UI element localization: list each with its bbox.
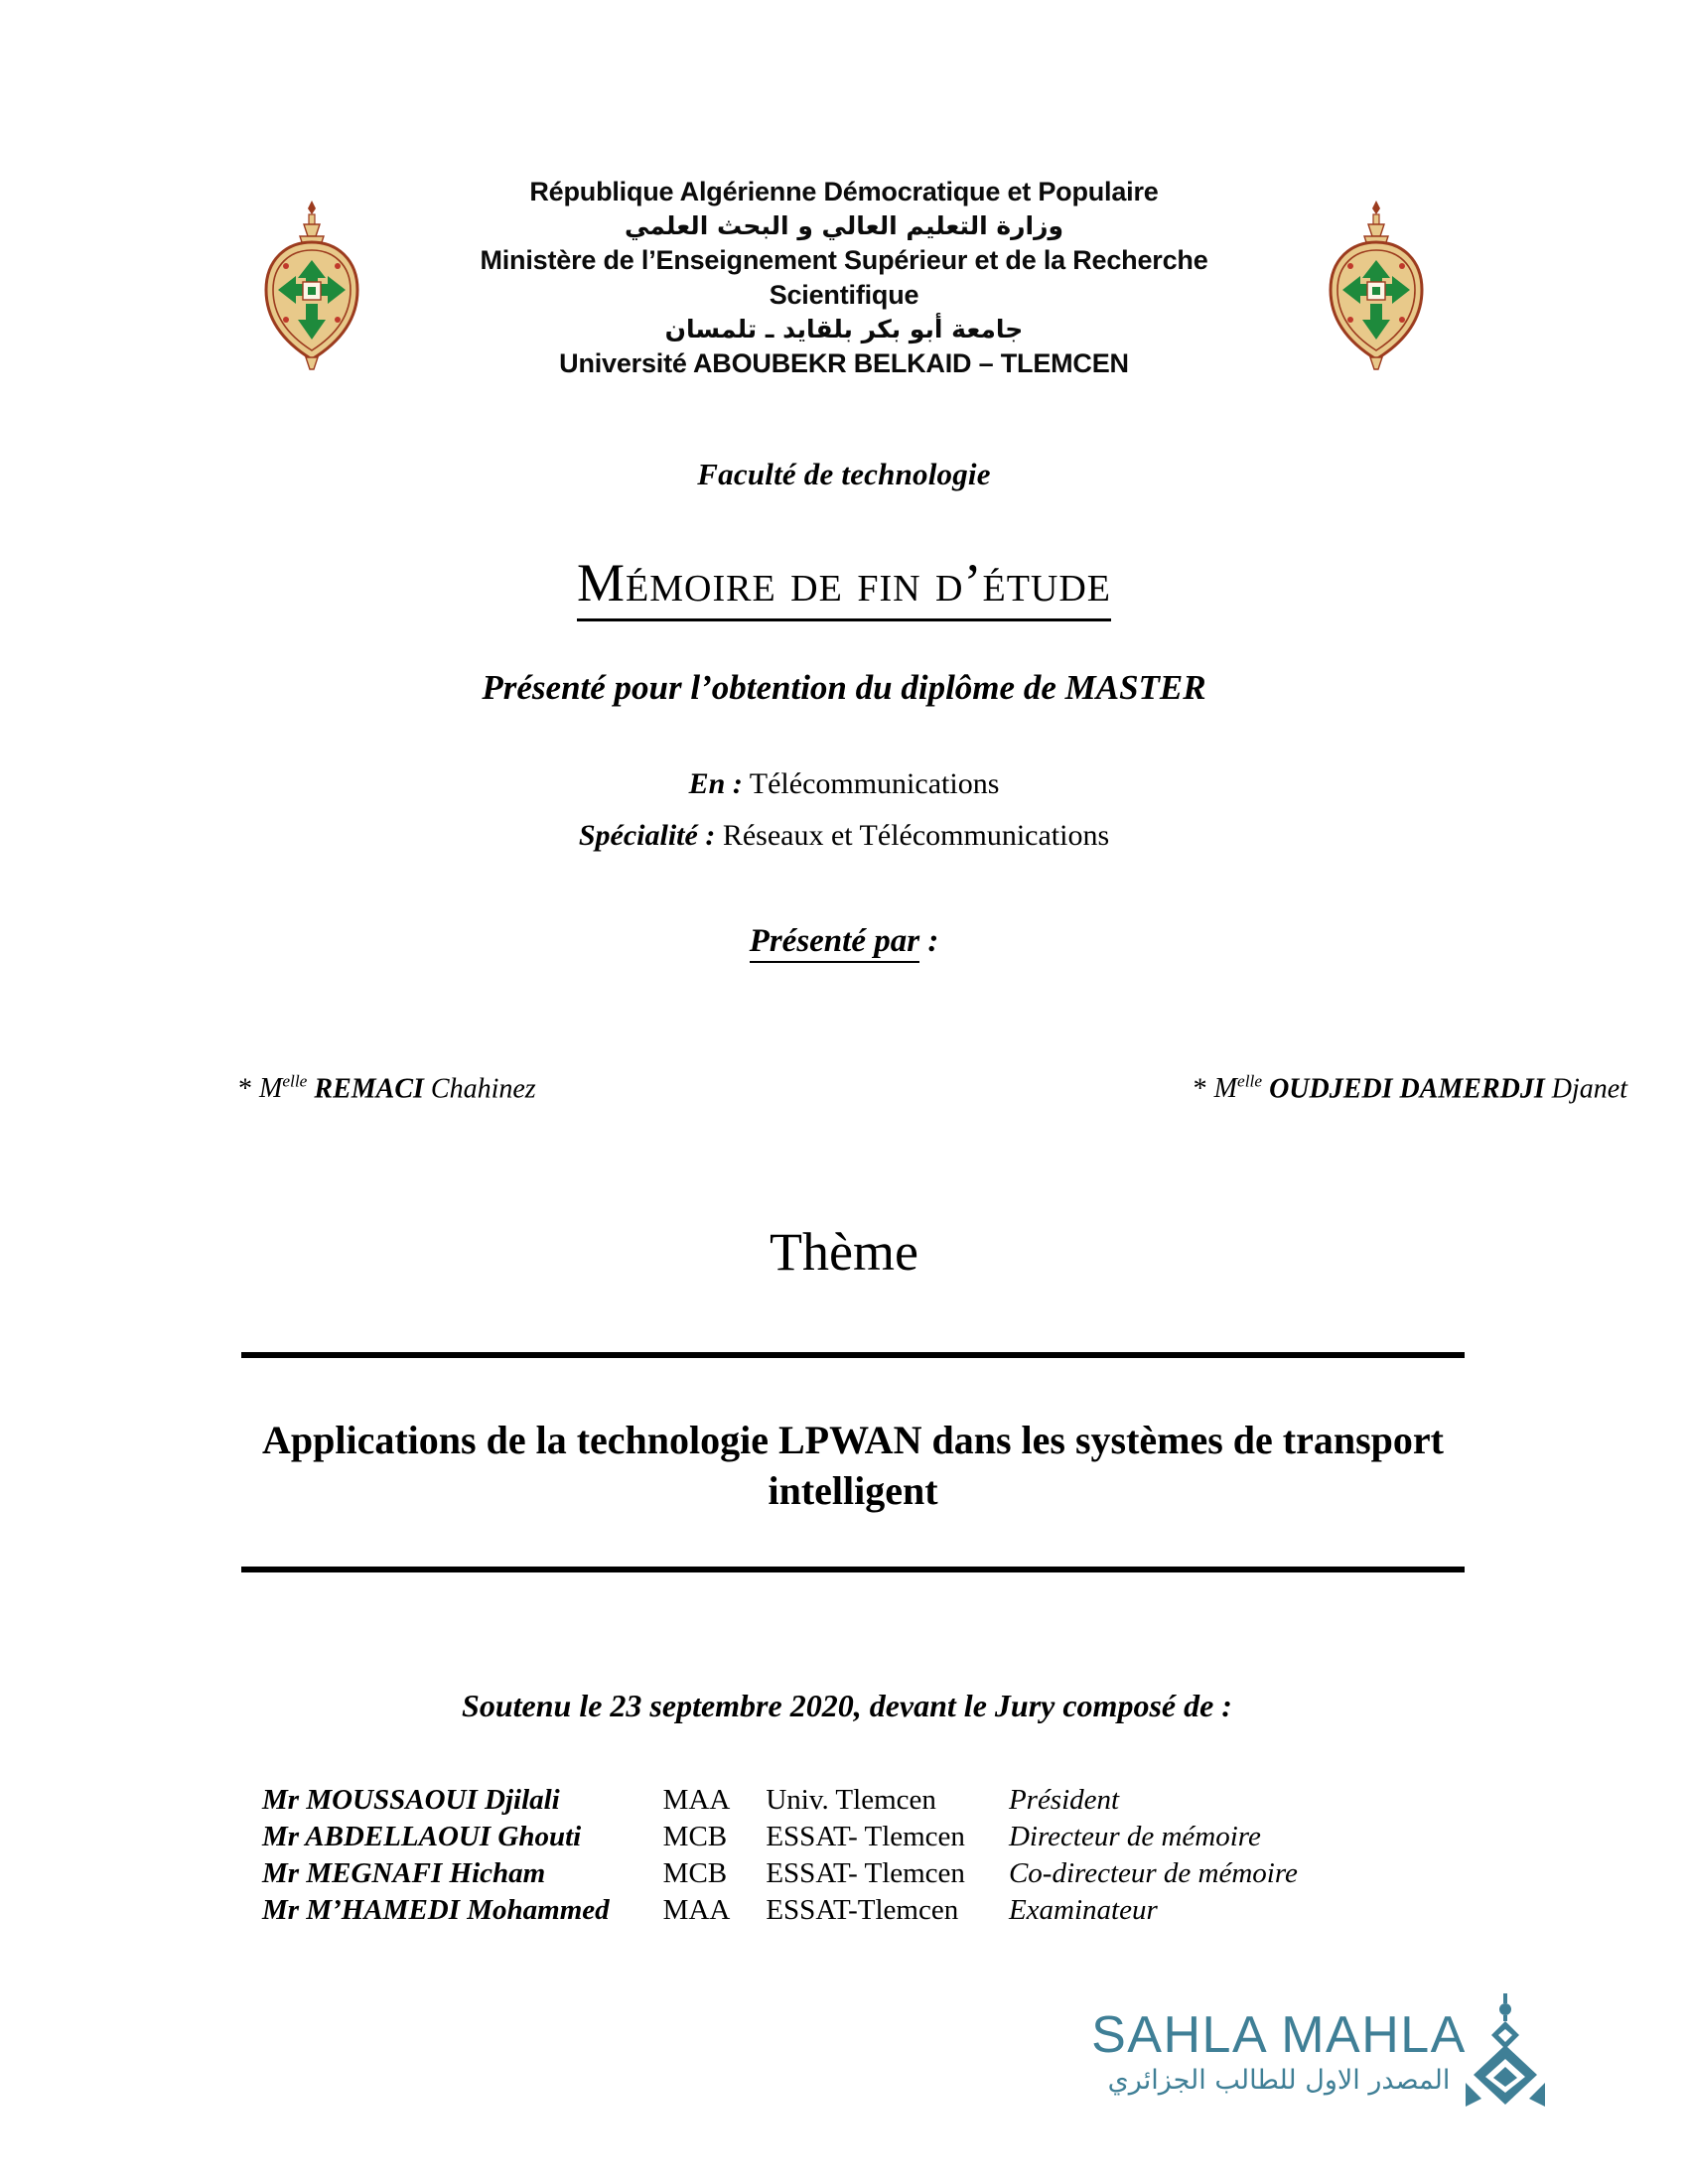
faculty-line: Faculté de technologie <box>697 457 991 491</box>
presented-by-heading <box>0 923 1688 960</box>
author-honorific: $M^{elle}$ <box>259 1072 308 1105</box>
presented-by-label: Présenté par <box>750 923 919 963</box>
jury-member-name: Mr MOUSSAOUI Djilali <box>262 1784 560 1816</box>
jury-member-grade: MCB <box>662 1821 728 1852</box>
jury-member-name: Mr MEGNAFI Hicham <box>262 1857 546 1889</box>
jury-row <box>262 1892 1298 1929</box>
theme-rule-top <box>241 1352 1465 1358</box>
ministry-french-line-1: Ministère de l’Enseignement Supérieur et de la Recherche <box>480 244 1208 275</box>
sahla-mahla-tagline: المصدر الاول للطالب الجزائري <box>1107 2065 1451 2096</box>
author-entry <box>238 1072 536 1105</box>
jury-member-institution: ESSAT- Tlemcen <box>766 1857 965 1889</box>
author-entry <box>1194 1072 1627 1105</box>
main-title-text: Mémoire de fin d’étude <box>577 553 1111 621</box>
jury-member-grade: MAA <box>662 1784 731 1816</box>
author-surname: OUDJEDI DAMERDJI <box>1269 1073 1545 1105</box>
university-emblem-left <box>246 195 377 373</box>
jury-member-name: Mr ABDELLAOUI Ghouti <box>262 1821 582 1852</box>
jury-member-institution: ESSAT-Tlemcen <box>766 1894 959 1926</box>
jury-member-role: Examinateur <box>1008 1894 1158 1926</box>
republic-line: République Algérienne Démocratique et Populaire <box>529 177 1159 206</box>
domain-line <box>0 767 1688 801</box>
sahla-mahla-wordmark: SAHLA MAHLA <box>1091 2006 1467 2064</box>
sahla-mahla-ornament-icon <box>1446 1987 1565 2111</box>
jury-member-role: Co-directeur de mémoire <box>1008 1857 1298 1889</box>
ministry-french-line-2: Scientifique <box>769 279 919 310</box>
speciality-value: Réseaux et Télécommunications <box>722 819 1110 852</box>
jury-member-role: Président <box>1008 1784 1120 1816</box>
author-bullet: * <box>238 1073 252 1105</box>
ministry-lines <box>407 175 1281 381</box>
author-bullet: * <box>1193 1073 1207 1105</box>
speciality-line <box>0 819 1688 853</box>
jury-table <box>262 1782 1298 1929</box>
author-honorific: $M^{elle}$ <box>1213 1072 1263 1105</box>
domain-label: En : <box>688 767 743 800</box>
jury-row <box>262 1819 1298 1855</box>
defense-line: Soutenu le 23 septembre 2020, devant le Jury composé de : <box>462 1688 1232 1723</box>
domain-value: Télécommunications <box>749 767 1000 800</box>
author-surname: REMACI <box>314 1073 424 1105</box>
ministry-arabic-line: وزارة التعليم العالي و البحث العلمي <box>624 211 1064 241</box>
institution-header <box>0 175 1688 381</box>
jury-member-name: Mr M’HAMEDI Mohammed <box>262 1894 610 1926</box>
jury-row <box>262 1782 1298 1819</box>
theme-rule-bottom <box>241 1567 1465 1572</box>
authors-row <box>0 1072 1688 1105</box>
jury-member-institution: Univ. Tlemcen <box>766 1784 936 1816</box>
presented-by-colon: : <box>919 923 939 959</box>
speciality-label: Spécialité : <box>578 819 716 852</box>
author-given-name: Chahinez <box>430 1073 536 1105</box>
jury-member-grade: MCB <box>662 1857 728 1889</box>
jury-member-grade: MAA <box>662 1894 731 1926</box>
university-emblem-right <box>1311 195 1442 373</box>
university-french-line: Université ABOUBEKR BELKAID – TLEMCEN <box>559 347 1129 378</box>
theme-label: Thème <box>770 1222 918 1282</box>
jury-row <box>262 1855 1298 1892</box>
sahla-mahla-watermark <box>1090 1985 1567 2115</box>
document-subtitle: Présenté pour l’obtention du diplôme de MASTER <box>482 668 1206 707</box>
university-arabic-line: جامعة أبو بكر بلقايد ـ تلمسان <box>664 315 1024 344</box>
jury-member-role: Directeur de mémoire <box>1008 1821 1261 1852</box>
document-main-title <box>0 552 1688 614</box>
theme-title: Applications de la technologie LPWAN dans les systèmes de transport intelligent <box>261 1418 1445 1514</box>
jury-member-institution: ESSAT- Tlemcen <box>766 1821 965 1852</box>
author-given-name: Djanet <box>1551 1073 1627 1105</box>
